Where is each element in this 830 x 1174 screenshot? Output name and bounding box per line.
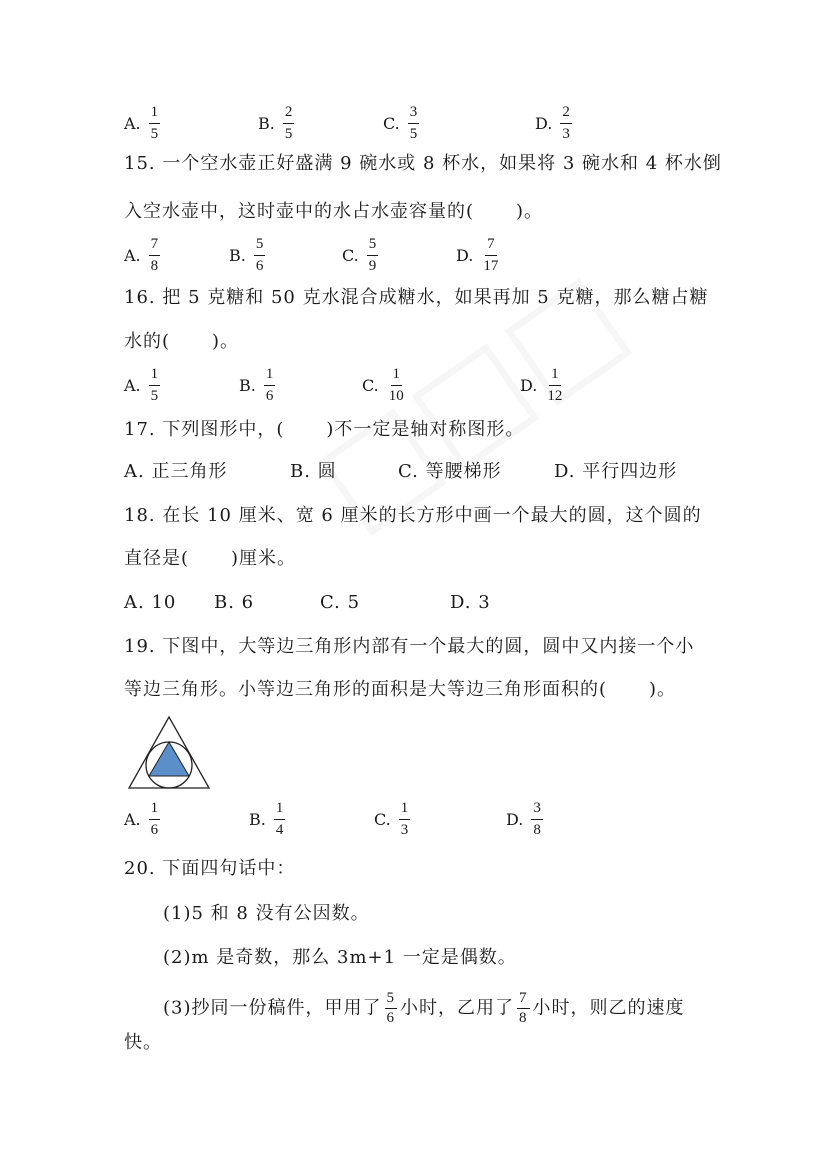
q19-option-c[interactable] [374, 800, 410, 839]
q16-option-a[interactable] [124, 366, 160, 405]
q16-option-d[interactable] [520, 366, 564, 405]
q16-option-c[interactable] [362, 366, 406, 405]
numerator: 7 [149, 236, 161, 256]
denominator: 3 [562, 126, 570, 142]
fraction [149, 236, 161, 275]
q14-option-a[interactable] [124, 104, 160, 143]
fraction [387, 366, 406, 405]
q18-option-b[interactable]: B. 6 [214, 592, 255, 613]
denominator: 5 [150, 388, 159, 404]
option-letter: C. [342, 245, 359, 265]
numerator: 1 [549, 366, 561, 386]
denominator: 17 [483, 258, 499, 274]
q19-line2-pre: 等边三角形。小等边三角形的面积是大等边三角形面积的( [124, 679, 608, 700]
option-letter: C. [374, 809, 391, 829]
option-letter: A. [124, 113, 141, 133]
q19-line2 [124, 678, 676, 702]
triangle-circle-figure [125, 713, 213, 793]
numerator: 2 [283, 104, 295, 124]
numerator: 1 [149, 800, 161, 820]
denominator: 4 [275, 822, 284, 838]
fraction [408, 104, 420, 143]
denominator: 8 [150, 258, 159, 274]
q18-line2-post: )厘米。 [231, 548, 297, 569]
q19-option-a[interactable] [124, 800, 160, 839]
denominator: 5 [284, 126, 293, 142]
q20-statement-2: (2)m 是奇数，那么 3m+1 一定是偶数。 [163, 947, 517, 968]
fraction [149, 800, 161, 839]
q14-option-c[interactable] [383, 104, 419, 143]
q15-line2-post: )。 [516, 201, 544, 222]
option-letter: A. [124, 375, 141, 395]
q19-line1: 19. 下图中，大等边三角形内部有一个最大的圆，圆中又内接一个小 [124, 636, 695, 657]
q17-line1-pre: 17. 下列图形中，( [124, 419, 285, 440]
numerator: 5 [367, 236, 379, 256]
numerator: 7 [485, 236, 497, 256]
denominator: 9 [368, 258, 377, 274]
numerator: 1 [399, 800, 411, 820]
q16-line2-pre: 水的( [124, 331, 171, 352]
q18-line2-pre: 直径是( [124, 548, 190, 569]
option-letter: D. [456, 245, 474, 265]
denominator: 10 [388, 388, 404, 404]
q20-statement-3-continued: 快。 [124, 1032, 162, 1053]
numerator: 5 [254, 236, 266, 256]
q18-line2 [124, 547, 296, 571]
q20-s3-part-c: 小时，则乙的速度 [532, 997, 685, 1019]
q19-line2-post: )。 [649, 679, 677, 700]
q15-line1: 15. 一个空水壶正好盛满 9 碗水或 8 杯水，如果将 3 碗水和 4 杯水倒 [124, 153, 722, 174]
fraction [264, 366, 276, 405]
fraction [545, 366, 564, 405]
fraction [517, 990, 530, 1027]
q20-s3-part-b: 小时，乙用了 [400, 997, 514, 1019]
denominator: 6 [386, 1010, 395, 1026]
option-letter: B. [239, 375, 256, 395]
q17-option-c[interactable]: C. 等腰梯形 [398, 461, 502, 482]
fraction [560, 104, 572, 143]
fraction [254, 236, 266, 275]
q15-option-d[interactable] [456, 236, 500, 275]
denominator: 3 [400, 822, 409, 838]
denominator: 5 [150, 126, 159, 142]
numerator: 1 [149, 104, 161, 124]
denominator: 12 [547, 388, 563, 404]
denominator: 6 [150, 822, 159, 838]
option-letter: B. [249, 809, 266, 829]
option-letter: A. [124, 245, 141, 265]
numerator: 1 [149, 366, 161, 386]
numerator: 1 [274, 800, 286, 820]
q16-option-b[interactable] [239, 366, 275, 405]
numerator: 2 [560, 104, 572, 124]
q19-option-d[interactable] [506, 800, 543, 839]
fraction [481, 236, 500, 275]
q17-line1-post: )不一定是轴对称图形。 [326, 419, 525, 440]
numerator: 5 [385, 990, 398, 1009]
q20-statement-3 [163, 990, 685, 1027]
q14-option-d[interactable] [535, 104, 572, 143]
fraction [531, 800, 543, 839]
q15-option-c[interactable] [342, 236, 378, 275]
fraction [274, 800, 286, 839]
q20-line1: 20. 下面四句话中： [124, 858, 296, 879]
q20-s3-part-a: (3)抄同一份稿件，甲用了 [163, 997, 382, 1019]
numerator: 3 [531, 800, 543, 820]
denominator: 8 [533, 822, 541, 838]
fraction [149, 366, 161, 405]
fraction [399, 800, 411, 839]
numerator: 1 [264, 366, 276, 386]
denominator: 8 [519, 1010, 528, 1026]
q17-option-b[interactable]: B. 圆 [290, 461, 337, 482]
option-letter: B. [258, 113, 275, 133]
q17-option-a[interactable]: A. 正三角形 [124, 461, 228, 482]
denominator: 6 [265, 388, 274, 404]
q16-line2-post: )。 [212, 331, 240, 352]
q17-line1 [124, 418, 524, 442]
option-letter: A. [124, 809, 141, 829]
q18-line1: 18. 在长 10 厘米、宽 6 厘米的长方形中画一个最大的圆，这个圆的 [124, 505, 702, 526]
q14-option-b[interactable] [258, 104, 294, 143]
numerator: 3 [408, 104, 420, 124]
q15-line2 [124, 200, 543, 224]
denominator: 5 [409, 126, 418, 142]
q15-line2-pre: 入空水壶中，这时壶中的水占水壶容量的( [124, 201, 475, 222]
q18-option-c[interactable]: C. 5 [320, 592, 361, 613]
fraction [367, 236, 379, 275]
option-letter: D. [506, 809, 524, 829]
option-letter: C. [362, 375, 379, 395]
q19-option-b[interactable] [249, 800, 285, 839]
fraction [283, 104, 295, 143]
option-letter: D. [520, 375, 538, 395]
denominator: 6 [255, 258, 264, 274]
q15-option-b[interactable] [229, 236, 265, 275]
numerator: 1 [391, 366, 403, 386]
q17-option-d[interactable]: D. 平行四边形 [554, 461, 678, 482]
option-letter: B. [229, 245, 246, 265]
q16-line1: 16. 把 5 克糖和 50 克水混合成糖水，如果再加 5 克糖，那么糖占糖 [124, 287, 709, 308]
q18-option-d[interactable]: D. 3 [450, 592, 491, 613]
q16-line2 [124, 330, 239, 354]
fraction [385, 990, 398, 1027]
q15-option-a[interactable] [124, 236, 160, 275]
fraction [149, 104, 161, 143]
q20-statement-1: (1)5 和 8 没有公因数。 [163, 903, 370, 924]
option-letter: C. [383, 113, 400, 133]
q18-option-a[interactable]: A. 10 [124, 592, 177, 613]
option-letter: D. [535, 113, 553, 133]
numerator: 7 [517, 990, 530, 1009]
